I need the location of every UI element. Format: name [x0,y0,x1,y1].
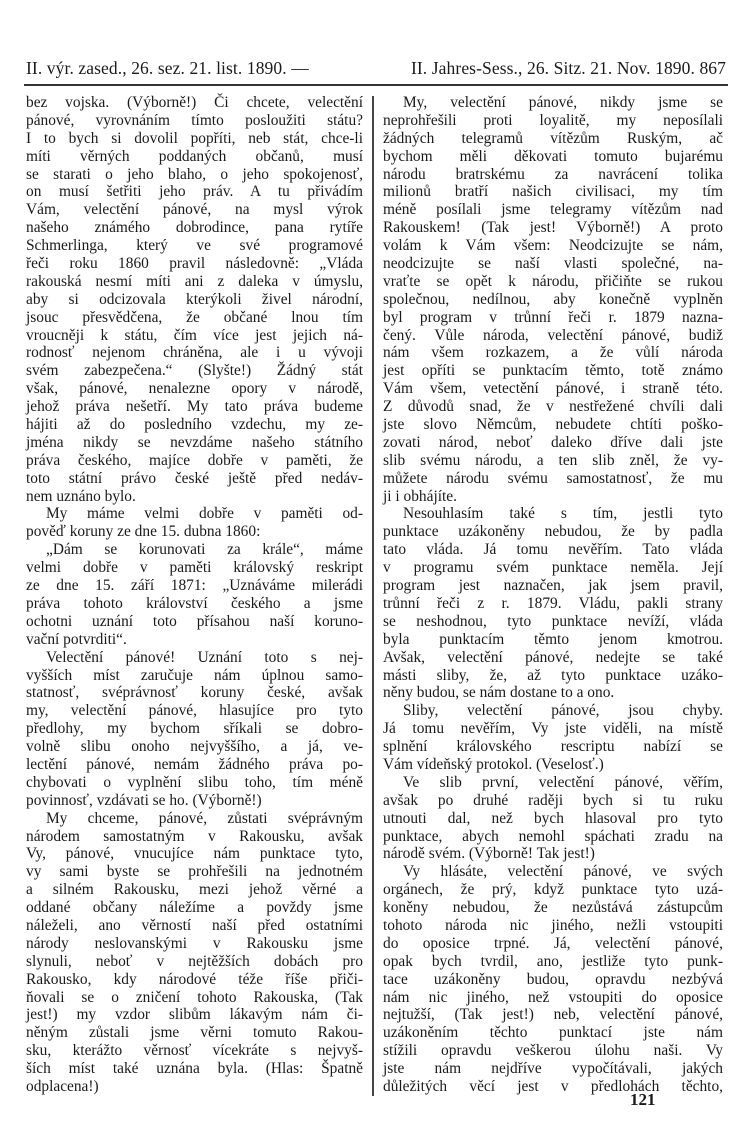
text-line: se starati o jeho blaho, o jeho spokojenosť, [26,165,363,183]
text-line: program jest naznačen, jak jsem pravil, [383,577,723,595]
text-line: Já tomu nevěřím, Vy jste viděli, na místě [383,720,723,738]
text-line: méně posílali jsme telegramy vítězům nad [383,201,723,219]
text-line: práva českého, majíce dobře v paměti, že [26,451,363,469]
text-line: čený. Vůle národa, velectění pánové, budiž [383,326,723,344]
text-line: milionů bratří našich civilisaci, my tím [383,183,723,201]
text-line: Vám všem, vetectění pánové, i straně této. [383,380,723,398]
text-line: žádných telegramů vítězům Ruským, ač [383,129,723,147]
text-line: orgánech, že prý, když punktace tyto uzá- [383,881,723,899]
paragraph [383,505,723,702]
text-line: Sliby, velectění pánové, jsou chyby. [403,702,723,720]
text-line: nem uznáno bylo. [26,487,136,505]
text-line: však, pánové, nenalezne opory v národě, [26,380,363,398]
paragraph [26,505,363,541]
text-line: něny budou, se nám dostane to a ono. [383,684,615,702]
text-line: společnou, nedílnou, aby konečně vyplněn [383,290,723,308]
text-line: tace uzákoněny budou, opravdu nezbývá [383,970,723,988]
text-line: uzákoněním těchto punktací jste nám [383,1024,723,1042]
text-line: byla punktacím těmto jenom kmotrou. [383,630,723,648]
text-line: odplacena!) [26,1077,99,1095]
paragraph [26,541,363,648]
paragraph [383,702,723,774]
text-line: rodnosť nejenom chráněna, ale i u vývoji [26,344,363,362]
text-line: rakouská nesmí míti ani z daleka v úmyslu, [26,272,363,290]
text-line: národu bratrskému za navrácení tolika [383,165,723,183]
header-german: II. Jahres-Sess., 26. Sitz. 21. Nov. 1890. 867 [410,58,726,78]
text-line: Avšak, velectění pánové, nedejte se také [383,648,723,666]
text-line: nám nic jiného, než vstoupiti do oposice [383,988,723,1006]
text-line: sku, kterážto věrnosť vícekráte s nejvyš- [26,1042,363,1060]
text-line: ochotni uznání toto přísahou naší koruno- [26,612,363,630]
text-line: míti věrných poddaných občanů, musí [26,147,363,165]
text-line: aby si odcizovala kterýkoli živel národní, [26,290,363,308]
text-line: národě svém. (Výborně! Tak jest!) [383,845,595,863]
text-line: zovati národ, neboť daleko dříve dali jste [383,433,723,451]
text-line: volně slibu onoho nejvyššího, a já, ve- [26,738,363,756]
text-line: svém zabezpečena.“ (Slyšte!) Žádný stát [26,362,363,380]
text-line: něným zůstali jsme věrni tomuto Rakou- [26,1024,363,1042]
text-line: jsouc přesvědčena, že občané lnou tím [26,308,363,326]
text-line: bez vojska. (Výborně!) Či chcete, velectění [26,94,363,111]
text-line: jehož práva nešetří. My tato práva budeme [26,398,363,416]
text-line: můžete národu svému samostatnosť, že mu [383,469,723,487]
text-line: utnouti dal, než bych hlasoval pro tyto [383,809,723,827]
text-line: hájiti až do posledního vzdechu, my ze- [26,416,363,434]
text-line: opak bych tvrdil, ano, jestliže tyto punk- [383,952,723,970]
text-line: se neshodnou, tyto punktace nevíží, vláda [383,612,723,630]
text-line: My máme velmi dobře v paměti od- [46,505,363,523]
text-line: práva tohoto království českého a jsme [26,594,363,612]
text-line: nejtužší, (Tak jest!) neb, velectění pánové, [383,1006,723,1024]
text-line: Vám, velectění pánové, na mysl výrok [26,201,363,219]
right-column [383,94,723,1096]
text-line: Vám vídeňský protokol. (Veselosť.) [383,755,604,773]
text-line: našeho známého dobrodince, pana rytíře [26,219,363,237]
text-line: jména nikdy se nevzdáme našeho státního [26,433,363,451]
text-line: tohoto národa nic jiného, nežli vstoupiti [383,916,723,934]
text-line: bychom měli děkovati tomuto bujarému [383,147,723,165]
text-line: ších míst také uznána byla. (Hlas: Špatně [26,1060,363,1078]
paragraph [26,810,363,1096]
text-line: „Dám se korunovati za krále“, máme [46,541,363,559]
left-column [26,94,363,1096]
paragraph [383,94,723,505]
text-line: I to bych si dovolil popříti, neb stát, chce-li [26,129,363,147]
page-number: 121 [630,1090,656,1109]
text-line: stížili opravdu veškerou úlohu naši. Vy [383,1042,723,1060]
text-line: a silném Rakousku, mezi jehož věrné a [26,881,363,899]
text-line: Velectění pánové! Uznání toto s nej- [46,648,363,666]
text-line: volám k Vám všem: Neodcizujte se nám, [383,237,723,255]
text-line: toto státní právo české ještě před nedáv- [26,469,363,487]
text-line: byl program v trůnní řeči r. 1879 nazna- [383,308,723,326]
text-line: slib svému národu, a ten slib zněl, že vy- [383,451,723,469]
text-line: punktace, abych nemohl spáchati zradu na [383,827,723,845]
text-line: neprohřešili proti loyalitě, my neposílali [383,111,723,129]
paragraph [383,863,723,1096]
text-line: ze dne 15. září 1871: „Uznáváme milerádi [26,577,363,595]
text-line: národem samostatným v Rakousku, avšak [26,827,363,845]
text-line: pověď koruny ze dne 15. dubna 1860: [26,523,261,541]
text-line: jest opříti se punktacím těmto, totě známo [383,362,723,380]
text-line: nám všem rozkazem, a že vůlí národa [383,344,723,362]
text-line: my, velectění pánové, hlasujíce pro tyto [26,702,363,720]
text-line: koněny nebudou, že nezůstává zástupcům [383,899,723,917]
text-line: Vy, pánové, vnucujíce nám punktace tyto, [26,845,363,863]
text-line: chybovati o vyplnění slibu toho, tím méně [26,773,363,791]
text-line: avšak po druhé raději bych si tu ruku [383,791,723,809]
text-line: ňovali se o zničení tohoto Rakouska, (Tak [26,988,363,1006]
text-line: jest!) my vzdor slibům lákavým nám či- [26,1006,363,1024]
paragraph [383,774,723,863]
text-line: oddané občany náležíme a povždy jsme [26,899,363,917]
text-line: jste nám nejdříve vypočítávali, jakých [383,1060,723,1078]
text-line: Ve slib první, velectění pánové, věřím, [403,773,723,791]
text-line: Vy hlásáte, velectění pánové, ve svých [403,863,723,881]
text-line: Schmerlinga, který ve své programové [26,237,363,255]
text-line: Z důvodů snad, že v nestřežené chvíli dali [383,398,723,416]
text-line: Rakouskem! (Tak jest! Výborně!) A proto [383,219,723,237]
text-line: povinnosť, vzdávati se ho. (Výborně!) [26,791,262,809]
text-line: národy neslovanskými v Rakousku jsme [26,934,363,952]
text-line: velmi dobře v paměti královský reskript [26,559,363,577]
header-czech: II. výr. zased., 26. sez. 21. list. 1890. — [26,58,309,78]
text-line: vy sami byste se prohřešili na jednotném [26,863,363,881]
text-line: punktace uzákoněny nebudou, že by padla [383,523,723,541]
column-divider [372,96,374,1096]
text-line: důležitých věcí jest v předlohách těchto, [383,1077,723,1095]
text-line: másti sliby, že, až tyto punktace uzáko- [383,666,723,684]
text-line: vyšších míst zaručuje nám úplnou samo- [26,666,363,684]
text-line: lectění pánové, nemám žádného práva po- [26,755,363,773]
running-header [26,58,726,79]
text-line: jste slovo Němcům, nebudete chtíti poško- [383,416,723,434]
text-line: slynuli, neboť v nejtěžších dobách pro [26,952,363,970]
text-line: předlohy, my bychom sříkali se dobro- [26,720,363,738]
text-line: splnění královského rescriptu nabízí se [383,738,723,756]
text-line: ji i obhájíte. [383,487,457,505]
text-line: vační potvrditi“. [26,630,127,648]
text-line: neodcizujte se naší vlasti společné, na- [383,255,723,273]
header-rule [24,84,728,86]
text-line: pánové, vyrovnáním tímto posloužiti státu? [26,111,363,129]
text-line: My, velectění pánové, nikdy jsme se [403,94,723,111]
text-line: řeči roku 1860 pravil následovně: „Vláda [26,255,363,273]
paragraph [26,94,363,505]
text-line: do oposice trpné. Já, velectění pánové, [383,934,723,952]
text-line: náleželi, ano věrností naší před ostatními [26,916,363,934]
text-line: trůnní řeči z r. 1879. Vládu, pakli strany [383,594,723,612]
text-line: tato vláda. Já tomu nevěřím. Tato vláda [383,541,723,559]
paragraph [26,649,363,810]
text-line: v programu svém punktace neměla. Její [383,559,723,577]
text-line: My chceme, pánové, zůstati svéprávným [46,809,363,827]
text-line: vraťte se opět k národu, přičiňte se rukou [383,272,723,290]
text-line: Rakousko, kdy národové téže říše přiči- [26,970,363,988]
text-line: Nesouhlasím také s tím, jestli tyto [403,505,723,523]
text-line: on musí šetřiti jeho práv. A tu přivádím [26,183,363,201]
text-line: vroucněji k státu, čím více jest jejich ná- [26,326,363,344]
text-line: statnosť, svéprávnosť koruny české, avšak [26,684,363,702]
